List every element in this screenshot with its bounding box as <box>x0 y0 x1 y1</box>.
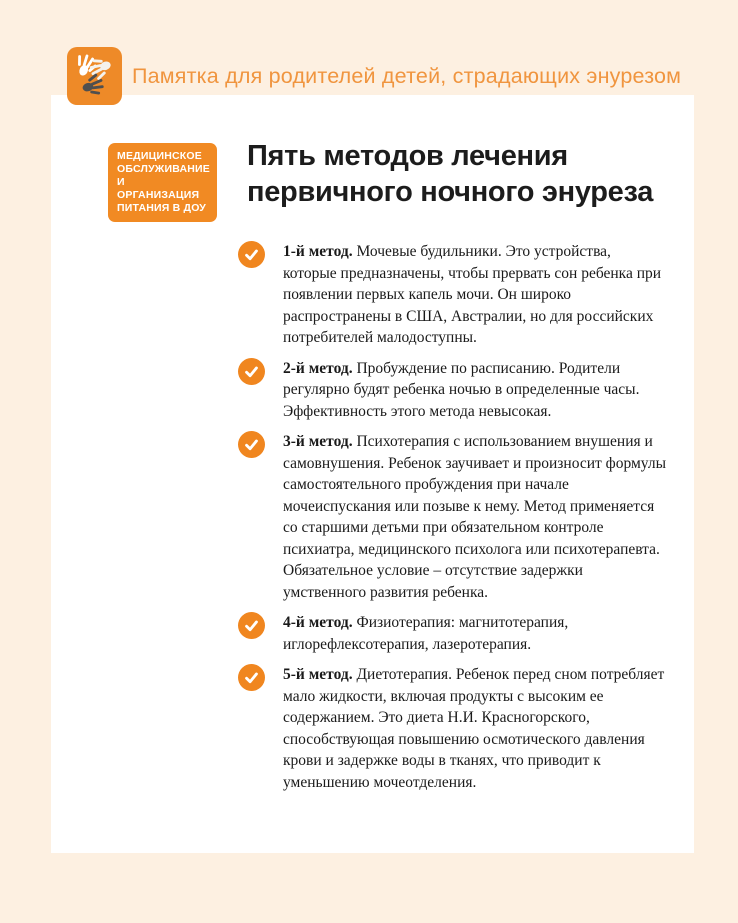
method-text <box>283 241 666 349</box>
checkmark-icon <box>238 612 265 639</box>
checkmark-icon <box>238 358 265 385</box>
method-description: Мочевые будильники. Это устройства, которые предназначены, чтобы прервать сон ребенка при появлении первых капель мочи. Он широко распространены в США, Австралии, но для российских потребителей малодоступны. <box>283 243 662 346</box>
method-text <box>283 664 666 793</box>
checkmark-icon <box>238 241 265 268</box>
list-item <box>238 241 666 349</box>
list-item <box>238 431 666 603</box>
badge-line: ОБСЛУЖИВАНИЕ <box>117 163 211 175</box>
caring-hands-icon <box>67 47 122 105</box>
document-title-line: первичного ночного энуреза <box>247 176 654 208</box>
methods-list <box>238 241 666 802</box>
document-title-line: Пять методов лечения <box>247 140 568 172</box>
method-text <box>283 431 666 603</box>
method-label: 1-й метод. <box>283 243 353 260</box>
method-label: 2-й метод. <box>283 359 353 377</box>
list-item <box>238 612 666 655</box>
badge-line: МЕДИЦИНСКОЕ <box>117 150 202 162</box>
method-label: 3-й метод. <box>283 433 353 450</box>
checkmark-icon <box>238 664 265 691</box>
method-text <box>283 358 666 423</box>
document-title <box>247 138 653 210</box>
method-description: Пробуждение по расписанию. Родители регулярно будят ребенка ночью в определенные часы. Эффективность этого метода невысокая. <box>283 359 640 420</box>
method-label: 4-й метод. <box>283 614 353 631</box>
list-item <box>238 664 666 793</box>
method-label: 5-й метод. <box>283 666 353 683</box>
method-description: Физиотерапия: магнитотерапия, иглорефлексотерапия, лазеротерапия. <box>283 614 569 653</box>
badge-line: И ОРГАНИЗАЦИЯ <box>117 176 200 201</box>
method-description: Психотерапия с использованием внушения и самовнушения. Ребенок заучивает и произносит формулы самостоятельного пробуждения при начале мочеиспускания или позыве к нему. Метод применяется со старшими детьми при обязательном контроле психиатра, медицинского психолога или психотерапевта. Обязательное условие – отсутствие задержки умственного развития ребенка. <box>283 433 667 601</box>
page-header-title: Памятка для родителей детей, страдающих энурезом <box>132 63 682 88</box>
method-text <box>283 612 666 655</box>
section-badge <box>108 143 217 222</box>
method-description: Диетотерапия. Ребенок перед сном потребляет мало жидкости, включая продукты с высоким ее содержанием. Это диета Н.И. Красногорского, способствующая повышению осмотического давления крови и задержке воды в тканях, что приводит к уменьшению мочеотделения. <box>283 666 665 791</box>
checkmark-icon <box>238 431 265 458</box>
badge-line: ПИТАНИЯ В ДОУ <box>117 202 207 214</box>
list-item <box>238 358 666 423</box>
